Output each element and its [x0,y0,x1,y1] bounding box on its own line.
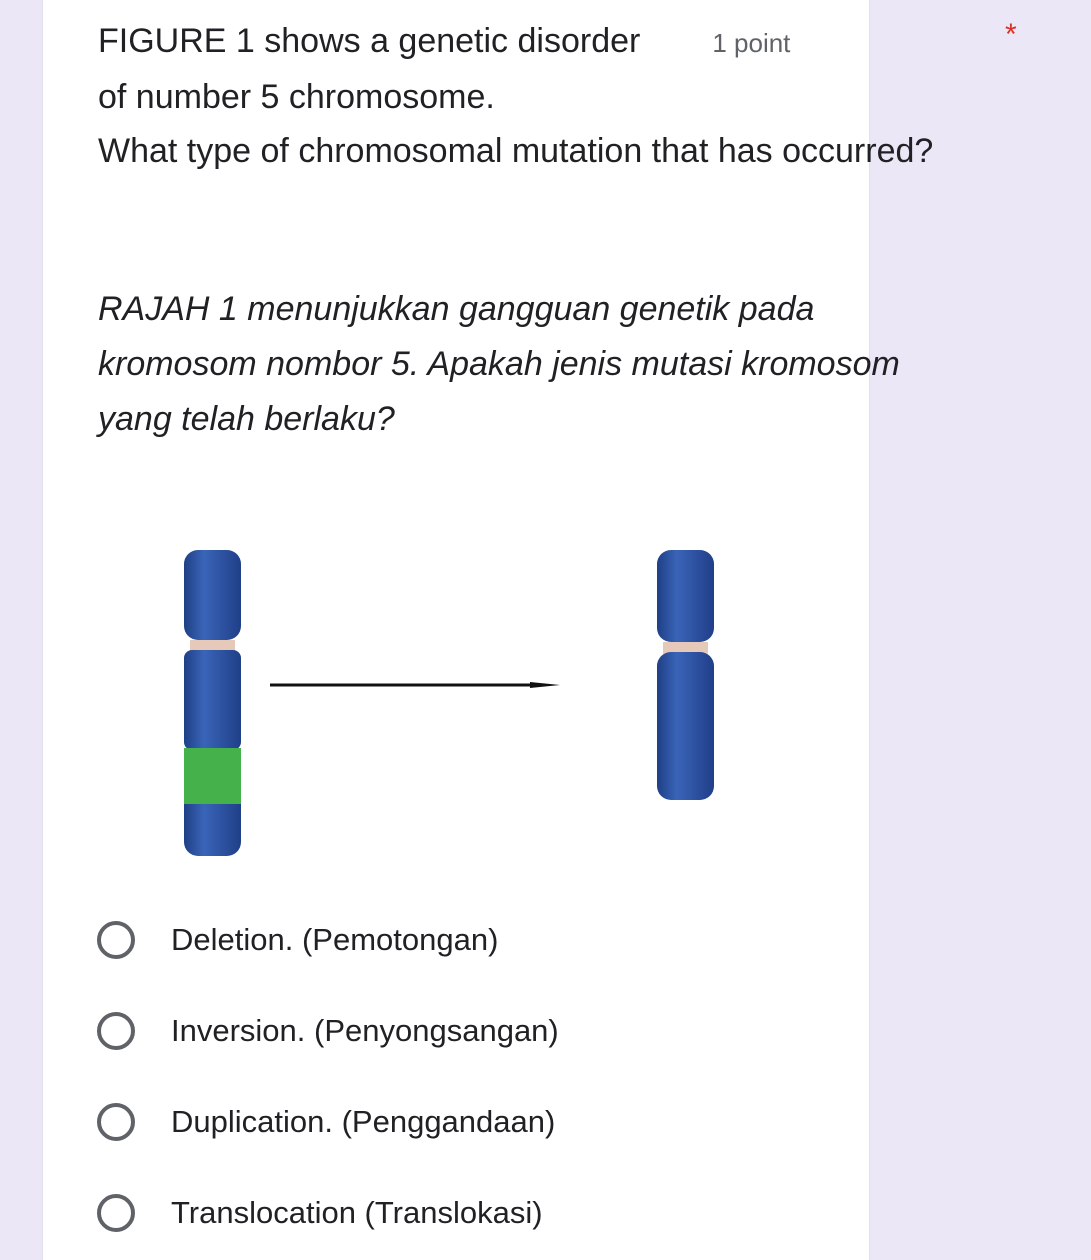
option-duplication[interactable] [97,1076,559,1167]
points-label: 1 point [712,28,791,58]
question-line-3: What type of chromosomal mutation that has occurred? [98,132,934,170]
original-chromosome [184,550,241,856]
option-label: Translocation (Translokasi) [171,1194,543,1230]
required-asterisk: * [1005,18,1017,51]
mutated-chromosome [657,550,714,800]
option-label: Deletion. (Pemotongan) [171,921,499,957]
chromosome-figure [150,530,770,870]
option-label: Duplication. (Penggandaan) [171,1103,556,1139]
radio-button[interactable] [97,1103,135,1141]
original-short-arm [184,550,241,640]
radio-button[interactable] [97,1194,135,1232]
arrow [270,682,560,688]
question-translation [98,282,1018,447]
question-line-1: FIGURE 1 shows a genetic disorder [98,22,641,60]
question-title [98,14,1038,178]
original-long-arm-upper [184,650,241,750]
mutated-long-arm [657,652,714,800]
option-translocation[interactable] [97,1167,559,1258]
radio-button[interactable] [97,1012,135,1050]
answer-options [97,894,559,1258]
radio-button[interactable] [97,921,135,959]
deleted-segment [184,748,241,806]
option-label: Inversion. (Penyongsangan) [171,1012,559,1048]
option-deletion[interactable] [97,894,559,985]
mutated-short-arm [657,550,714,642]
option-inversion[interactable] [97,985,559,1076]
question-line-2: of number 5 chromosome. [98,78,495,116]
translation-line-1: RAJAH 1 menunjukkan gangguan genetik pada [98,290,815,328]
translation-line-2: kromosom nombor 5. Apakah jenis mutasi kromosom [98,345,900,383]
translation-line-3: yang telah berlaku? [98,400,395,438]
